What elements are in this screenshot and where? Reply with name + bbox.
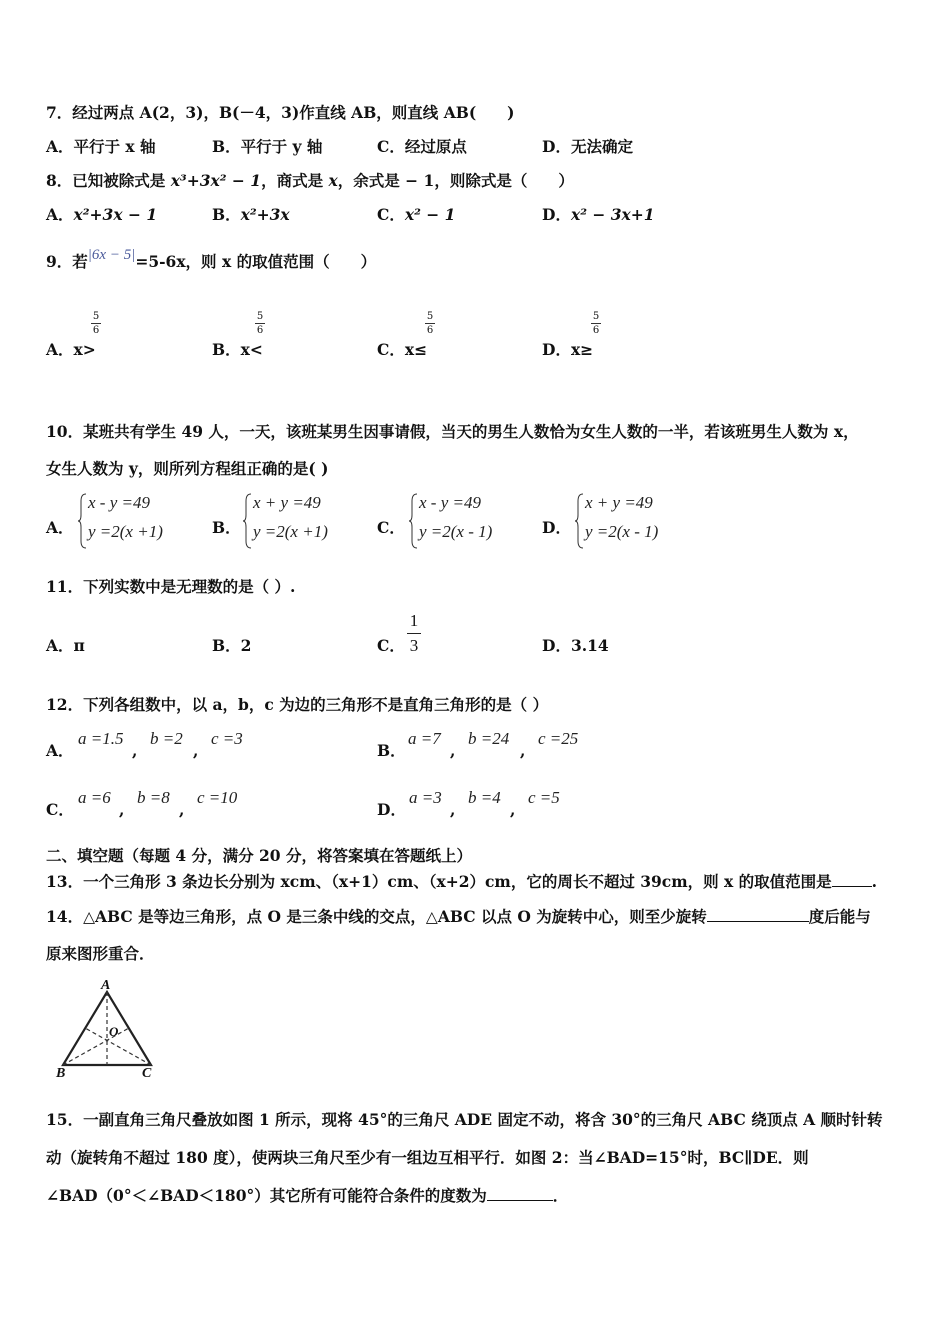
q15-stem-line3: ∠BAD（0°＜∠BAD＜180°）其它所有可能符合条件的度数为 ． xyxy=(46,1186,569,1205)
q10-option-a-system[interactable]: x - y =49 y =2(x +1) xyxy=(78,493,198,549)
q9-option-a-fraction: 5 6 xyxy=(92,311,100,336)
q7-option-d[interactable]: D．无法确定 xyxy=(542,137,633,156)
q10-stem-line1: 10．某班共有学生 49 人，一天，该班某男生因事请假，当天的男生人数恰为女生人数的一半，若该班男生人数为 x， xyxy=(46,422,859,441)
brace-icon xyxy=(409,493,419,549)
q11-option-d[interactable]: D．3.14 xyxy=(542,636,609,655)
q7-option-a[interactable]: A．平行于 x 轴 xyxy=(46,137,156,156)
q8-option-b[interactable]: B．x²+3x xyxy=(212,205,290,224)
comma: , xyxy=(119,800,125,819)
figure-label-b: B xyxy=(56,1066,66,1081)
q7-option-c[interactable]: C．经过原点 xyxy=(377,137,467,156)
q12-option-c-b: b =8 xyxy=(137,788,170,807)
q11-option-c[interactable]: C． xyxy=(377,636,405,655)
q8-stem: 8．已知被除式是 x³+3x² − 1，商式是 x，余式是 − 1，则除式是（ ） xyxy=(46,171,574,190)
q15-stem-line2: 动（旋转角不超过 180 度），使两块三角尺至少有一组边互相平行．如图 2：当∠BAD=15°时，BC∥DE．则 xyxy=(46,1148,809,1167)
q7-stem: 7．经过两点 A(2，3)，B(－4，3)作直线 AB，则直线 AB( ) xyxy=(46,103,515,122)
comma: , xyxy=(450,800,456,819)
q10-option-c-label[interactable]: C． xyxy=(377,518,405,537)
q12-option-d-a: a =3 xyxy=(409,788,442,807)
q12-option-b-a: a =7 xyxy=(408,729,441,748)
q8-option-c[interactable]: C．x² − 1 xyxy=(377,205,456,224)
comma: , xyxy=(520,741,526,760)
q11-option-b[interactable]: B．2 xyxy=(212,636,252,655)
q12-option-a-label[interactable]: A． xyxy=(46,741,74,760)
q9-option-d-fraction: 5 6 xyxy=(592,311,600,336)
q10-option-b-system[interactable]: x + y =49 y =2(x +1) xyxy=(243,493,363,549)
q12-option-d-b: b =4 xyxy=(468,788,501,807)
q14-answer-blank[interactable] xyxy=(707,907,809,922)
q14-stem-line2: 原来图形重合． xyxy=(46,944,155,963)
section-heading: 二、填空题（每题 4 分，满分 20 分，将答案填在答题纸上） xyxy=(46,846,472,865)
q9-option-c-fraction: 5 6 xyxy=(426,311,434,336)
q9-abs-expression: |6x − 5| xyxy=(87,247,136,263)
q12-option-c-label[interactable]: C． xyxy=(46,800,74,819)
brace-icon xyxy=(575,493,585,549)
q7-option-b[interactable]: B．平行于 y 轴 xyxy=(212,137,323,156)
q14-stem-line1: 14．△ABC 是等边三角形，点 O 是三条中线的交点，△ABC 以点 O 为旋转中心，则至少旋转 度后能与 xyxy=(46,907,871,926)
q13-stem: 13．一个三角形 3 条边长分别为 xcm、（x+1）cm、（x+2）cm，它的周长不超过 39cm，则 x 的取值范围是 . xyxy=(46,872,878,891)
q12-stem: 12．下列各组数中，以 a，b，c 为边的三角形不是直角三角形的是（ ） xyxy=(46,695,549,714)
q12-option-a-b: b =2 xyxy=(150,729,183,748)
q8-option-d[interactable]: D．x² − 3x+1 xyxy=(542,205,655,224)
q9-option-b-fraction: 5 6 xyxy=(256,311,264,336)
q12-option-a-c: c =3 xyxy=(211,729,243,748)
q12-option-b-label[interactable]: B． xyxy=(377,741,406,760)
q10-option-d-label[interactable]: D． xyxy=(542,518,571,537)
q10-option-a-label[interactable]: A． xyxy=(46,518,74,537)
q9-option-b[interactable]: B．x< xyxy=(212,340,263,359)
q10-option-d-system[interactable]: x + y =49 y =2(x - 1) xyxy=(575,493,695,549)
q9-option-a[interactable]: A．x> xyxy=(46,340,96,359)
q9-option-d[interactable]: D．x≥ xyxy=(542,340,594,359)
q10-option-b-label[interactable]: B． xyxy=(212,518,241,537)
comma: , xyxy=(510,800,516,819)
q12-option-c-a: a =6 xyxy=(78,788,111,807)
q11-option-c-fraction: 1 3 xyxy=(406,611,422,656)
comma: , xyxy=(179,800,185,819)
comma: , xyxy=(193,741,199,760)
q11-stem: 11．下列实数中是无理数的是（ ）. xyxy=(46,577,296,596)
comma: , xyxy=(132,741,138,760)
q10-stem-line2: 女生人数为 y，则所列方程组正确的是( ) xyxy=(46,459,329,478)
comma: , xyxy=(450,741,456,760)
q13-answer-blank[interactable] xyxy=(832,872,872,887)
q11-option-a[interactable]: A．π xyxy=(46,636,85,655)
q8-option-a[interactable]: A．x²+3x − 1 xyxy=(46,205,158,224)
brace-icon xyxy=(243,493,253,549)
q12-option-b-c: c =25 xyxy=(538,729,579,748)
figure-label-a: A xyxy=(101,978,111,993)
figure-label-o: O xyxy=(109,1024,119,1039)
q12-option-c-c: c =10 xyxy=(197,788,238,807)
q9-option-c[interactable]: C．x≤ xyxy=(377,340,428,359)
brace-icon xyxy=(78,493,88,549)
q15-answer-blank[interactable] xyxy=(487,1186,553,1201)
q12-option-b-b: b =24 xyxy=(468,729,510,748)
q15-stem-line1: 15．一副直角三角尺叠放如图 1 所示，现将 45°的三角尺 ADE 固定不动，将含 30°的三角尺 ABC 绕顶点 A 顺时针转 xyxy=(46,1110,883,1129)
q12-option-d-c: c =5 xyxy=(528,788,560,807)
q9-stem: 9．若|6x − 5|=5-6x，则 x 的取值范围（ ） xyxy=(46,247,377,271)
q10-option-c-system[interactable]: x - y =49 y =2(x - 1) xyxy=(409,493,529,549)
q14-triangle-figure xyxy=(48,978,160,1086)
q12-option-a-a: a =1.5 xyxy=(78,729,124,748)
q12-option-d-label[interactable]: D． xyxy=(377,800,406,819)
figure-label-c: C xyxy=(142,1066,152,1081)
